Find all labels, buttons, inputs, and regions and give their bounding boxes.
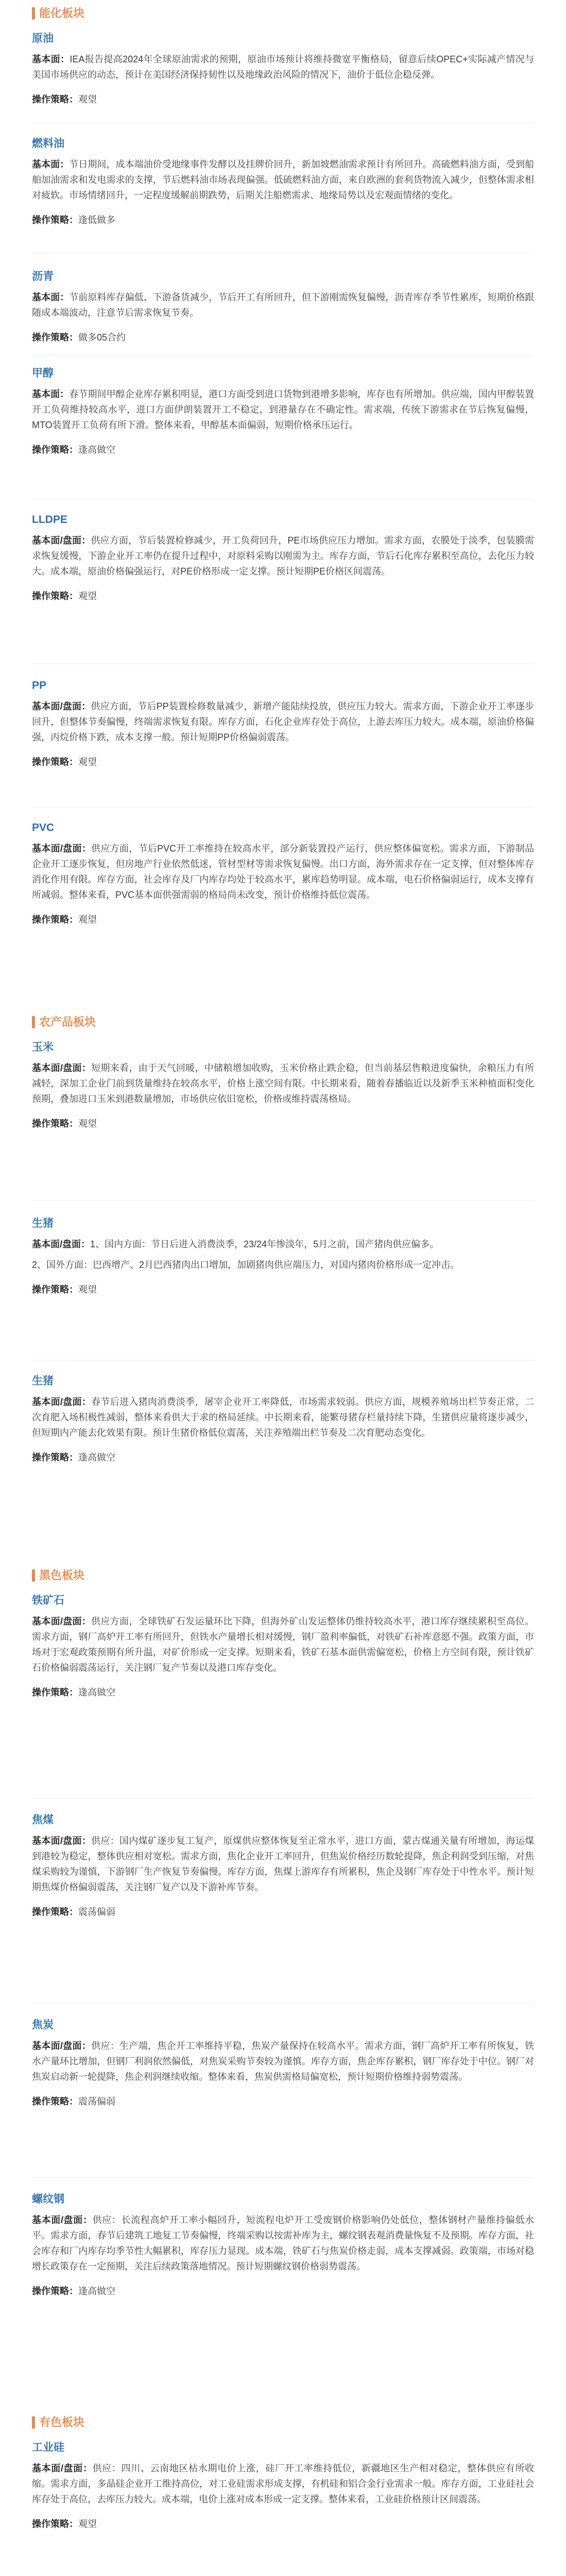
strategy-line: 操作策略：观望 [32, 2519, 97, 2529]
divider [32, 1200, 534, 1201]
fundamental-paragraph: 2、国外方面：巴西增产、2月巴西猪肉出口增加，加剧猪肉供应端压力，对国内猪肉价格形成一定冲击。 [32, 1260, 460, 1270]
divider [32, 1360, 534, 1361]
section-accent-bar [32, 2416, 35, 2429]
divider [32, 355, 534, 356]
strategy-line: 操作策略：逢高做空 [32, 2286, 115, 2296]
fundamental-paragraph: 基本面/盘面：供应：生产端，焦企开工率维持平稳，焦炭产量保持在较高水平。需求方面，钢厂高炉开工率有所恢复，铁水产量环比增加，但钢厂利润依然偏低，对焦炭采购节奏较为谨慎。库存方面，焦企库存累积，钢厂库存处于中位。钢厂对焦炭启动新一轮提降，焦企利润继续收缩。整体来看，焦炭供需格局偏宽松，预计短期价格维持弱势震荡。 [32, 2041, 534, 2082]
strategy-line: 操作策略：观望 [32, 1118, 97, 1129]
item-body-crude [32, 52, 534, 107]
item-title-pvc: PVC [32, 822, 55, 834]
item-body-iron-ore [32, 1614, 534, 1700]
strategy-line: 操作策略：逢高做空 [32, 1452, 115, 1463]
item-title-rebar: 螺纹钢 [32, 2193, 64, 2205]
item-body-methanol [32, 386, 534, 457]
section-title: 农产品板块 [39, 1015, 96, 1028]
item-title-pp: PP [32, 680, 47, 691]
fundamental-paragraph: 基本面/盘面：供应：四川、云南地区枯水期电价上涨，硅厂开工率维持低位，新疆地区生产相对稳定，整体供应有所收缩。需求方面，多晶硅企业开工维持高位，对工业硅需求形成支撑，有机硅和铝合金行业需求一般。库存方面，工业硅社会库存处于高位，去库压力较大。成本端，电价上涨对成本形成一定支撑。整体来看，工业硅价格预计区间震荡。 [32, 2463, 534, 2504]
strategy-line: 操作策略：观望 [32, 94, 97, 105]
item-title-fuel: 燃料油 [32, 138, 64, 149]
item-title-methanol: 甲醇 [32, 367, 54, 379]
item-body-hog-2 [32, 1394, 534, 1465]
item-body-coke [32, 2038, 534, 2109]
item-body-hog [32, 1236, 534, 1297]
fundamental-paragraph: 基本面/盘面：1、国内方面：节日后进入消费淡季，23/24年惨淡年，5月之前，国产猪肉供应偏多。 [32, 1239, 439, 1249]
fundamental-paragraph: 基本面/盘面：供应方面，全球铁矿石发运量环比下降，但海外矿山发运整体仍维持较高水平，港口库存继续累积至高位。需求方面，钢厂高炉开工率有所回升，但铁水产量增长相对缓慢，钢厂盈利率偏低，对铁矿石补库意愿不强。政策方面，市场对于宏观政策预期有所升温，对矿价形成一定支撑。短期来看，铁矿石基本面供需偏宽松，价格上方空间有限，预计铁矿石价格偏弱震荡运行，关注钢厂复产节奏以及港口库存变化。 [32, 1616, 534, 1673]
section-title: 黑色板块 [39, 1569, 85, 1582]
strategy-line: 操作策略：震荡偏弱 [32, 2096, 115, 2107]
item-body-pp [32, 699, 534, 770]
item-title-corn: 玉米 [32, 1041, 54, 1053]
fundamental-paragraph: 基本面/盘面：供应方面，节后PVC开工率维持在较高水平，部分新装置投产运行，供应整体偏宽松。需求方面，下游制品企业开工逐步恢复，但房地产行业依然低迷，管材型材等需求恢复偏慢。出口方面，海外需求存在一定支撑，但对整体库存消化作用有限。库存方面，社会库存及厂内库存均处于较高水平，累库趋势明显。成本端，电石价格偏弱运行，成本支撑有所减弱。整体来看，PVC基本面供强需弱的格局尚未改变，预计价格维持低位震荡。 [32, 843, 534, 900]
divider [32, 1798, 534, 1799]
strategy-line: 操作策略：观望 [32, 591, 97, 601]
section-accent-bar [32, 7, 35, 20]
section-title: 有色板块 [39, 2416, 85, 2429]
item-title-crude: 原油 [32, 32, 54, 44]
section-accent-bar [32, 1016, 35, 1028]
fundamental-paragraph: 基本面/盘面：供应：国内煤矿逐步复工复产，原煤供应整体恢复至正常水平，进口方面，蒙古煤通关量有所增加，海运煤到港较为稳定，整体供应相对宽松。需求方面，焦化企业开工率回升，但焦炭价格经历数轮提降，焦企利润受到压缩，对焦煤采购较为谨慎，下游钢厂生产恢复节奏偏慢。库存方面，焦煤上游库存有所累积，焦企及钢厂库存处于中性水平。预计短期焦煤价格偏弱震荡，关注钢厂复产以及下游补库节奏。 [32, 1836, 534, 1892]
fundamental-paragraph: 基本面/盘面：短期来看，由于天气回暖，中储粮增加收购，玉米价格止跌企稳，但当前基层售粮进度偏快，余粮压力有所减轻，深加工企业门前到货量维持在较高水平，价格上涨空间有限。中长期来看，随着春播临近以及新季玉米种植面积变化预期，叠加进口玉米到港数量增加，市场供应依旧宽松，价格或维持震荡格局。 [32, 1063, 534, 1104]
fundamental-paragraph: 基本面：春节期间甲醇企业库存累积明显，港口方面受到进口货物到港增多影响，库存也有所增加。供应端，国内甲醇装置开工负荷维持较高水平，进口方面伊朗装置开工不稳定，到港量存在不确定性。需求端，传统下游需求在节后恢复偏慢，MTO装置开工负荷有所下滑。整体来看，甲醇基本面偏弱，短期价格承压运行。 [32, 389, 535, 430]
item-body-coking-coal [32, 1833, 534, 1920]
item-title-lldpe: LLDPE [32, 514, 67, 526]
strategy-line: 操作策略：逢高做空 [32, 445, 115, 455]
fundamental-paragraph: 基本面：IEA报告提高2024年全球原油需求的预期，原油市场预计将维持微宽平衡格局，留意后续OPEC+实际减产情况与美国市场供应的动态，预计在美国经济保持韧性以及地缘政治风险的情况下，油价于低位企稳反弹。 [32, 54, 535, 80]
strategy-line: 操作策略：逢低做多 [32, 215, 115, 225]
divider [32, 252, 534, 253]
item-body-fuel [32, 157, 534, 228]
strategy-line: 操作策略：震荡偏弱 [32, 1907, 115, 1917]
item-body-asphalt [32, 290, 534, 345]
strategy-line: 操作策略：观望 [32, 914, 97, 925]
item-title-asphalt: 沥青 [32, 270, 54, 282]
strategy-line: 操作策略：做多05合约 [32, 332, 126, 343]
section-accent-bar [32, 1569, 35, 1582]
divider [32, 2177, 534, 2178]
item-title-hog-2: 生猪 [32, 1375, 54, 1387]
strategy-line: 操作策略：观望 [32, 1284, 97, 1295]
fundamental-paragraph: 基本面/盘面：供应：长流程高炉开工率小幅回升，短流程电炉开工受废钢价格影响仍处低位，整体钢材产量维持偏低水平。需求方面，春节后建筑工地复工节奏偏慢，终端采购以按需补库为主，螺纹钢表观消费量恢复不及预期。库存方面，社会库存和厂内库存均季节性大幅累积，库存压力显现。成本端，铁矿石与焦炭价格走弱，成本支撑减弱。政策端，市场对稳增长政策存在一定预期，关注后续政策落地情况。预计短期螺纹钢价格弱势震荡。 [32, 2215, 534, 2272]
item-body-pvc [32, 841, 534, 927]
strategy-line: 操作策略：观望 [32, 757, 97, 767]
fundamental-paragraph: 基本面/盘面：供应方面，节后PP装置检修数量减少，新增产能陆续投放，供应压力较大。需求方面，下游企业开工率逐步回升，但整体节奏偏慢，终端需求恢复有限。库存方面，石化企业库存处于高位，上游去库压力较大。成本端，原油价格偏强，丙烷价格下跌，成本支撑一般。预计短期PP价格偏弱震荡。 [32, 701, 534, 742]
section-title: 能化板块 [39, 7, 85, 20]
item-body-silicon [32, 2461, 534, 2532]
fundamental-paragraph: 基本面：节前原料库存偏低、下游备货减少，节后开工有所回升，但下游刚需恢复偏慢，沥青库存季节性累库，短期价格跟随成本端波动，注意节后需求恢复节奏。 [32, 292, 535, 318]
fundamental-paragraph: 基本面/盘面：供应方面，节后装置检修减少，开工负荷回升，PE市场供应压力增加。需求方面，农膜处于淡季，包装膜需求恢复缓慢，下游企业开工率仍在提升过程中，对原料采购以刚需为主。库存方面，节后石化库存累积至高位，去化压力较大。成本端，原油价格偏强运行，对PE价格形成一定支撑。预计短期PE价格区间震荡。 [32, 535, 534, 577]
item-title-iron-ore: 铁矿石 [32, 1595, 64, 1606]
fundamental-paragraph: 基本面/盘面：春节后进入猪肉消费淡季，屠宰企业开工率降低，市场需求较弱。供应方面，规模养殖场出栏节奏正常，二次育肥入场积极性减弱，整体来看供大于求的格局延续。中长期来看，能繁母猪存栏量持续下降，生猪供应量将逐步减少，但短期内产能去化效果有限。预计生猪价格低位震荡，关注养殖端出栏节奏及二次育肥动态变化。 [32, 1397, 534, 1438]
strategy-line: 操作策略：逢高做空 [32, 1687, 115, 1698]
item-title-hog: 生猪 [32, 1217, 54, 1229]
item-body-rebar [32, 2212, 534, 2299]
item-title-silicon: 工业硅 [32, 2442, 64, 2453]
item-body-corn [32, 1060, 534, 1131]
fundamental-paragraph: 基本面：节日期间，成本端油价受地缘事件发酵以及挂牌价回升，新加坡燃油需求预计有所回升。高硫燃料油方面，受到船舶加油需求和发电需求的支撑，节后燃料油市场表现偏强。低硫燃料油方面，来自欧洲的套利货物流入减少，但整体需求相对疲软。市场情绪回升，一定程度缓解前期跌势，后期关注船燃需求、地缘局势以及宏观面情绪的变化。 [32, 159, 535, 200]
item-title-coke: 焦炭 [32, 2019, 54, 2031]
item-body-lldpe [32, 533, 534, 604]
divider [32, 2003, 534, 2004]
item-title-coking-coal: 焦煤 [32, 1814, 54, 1826]
